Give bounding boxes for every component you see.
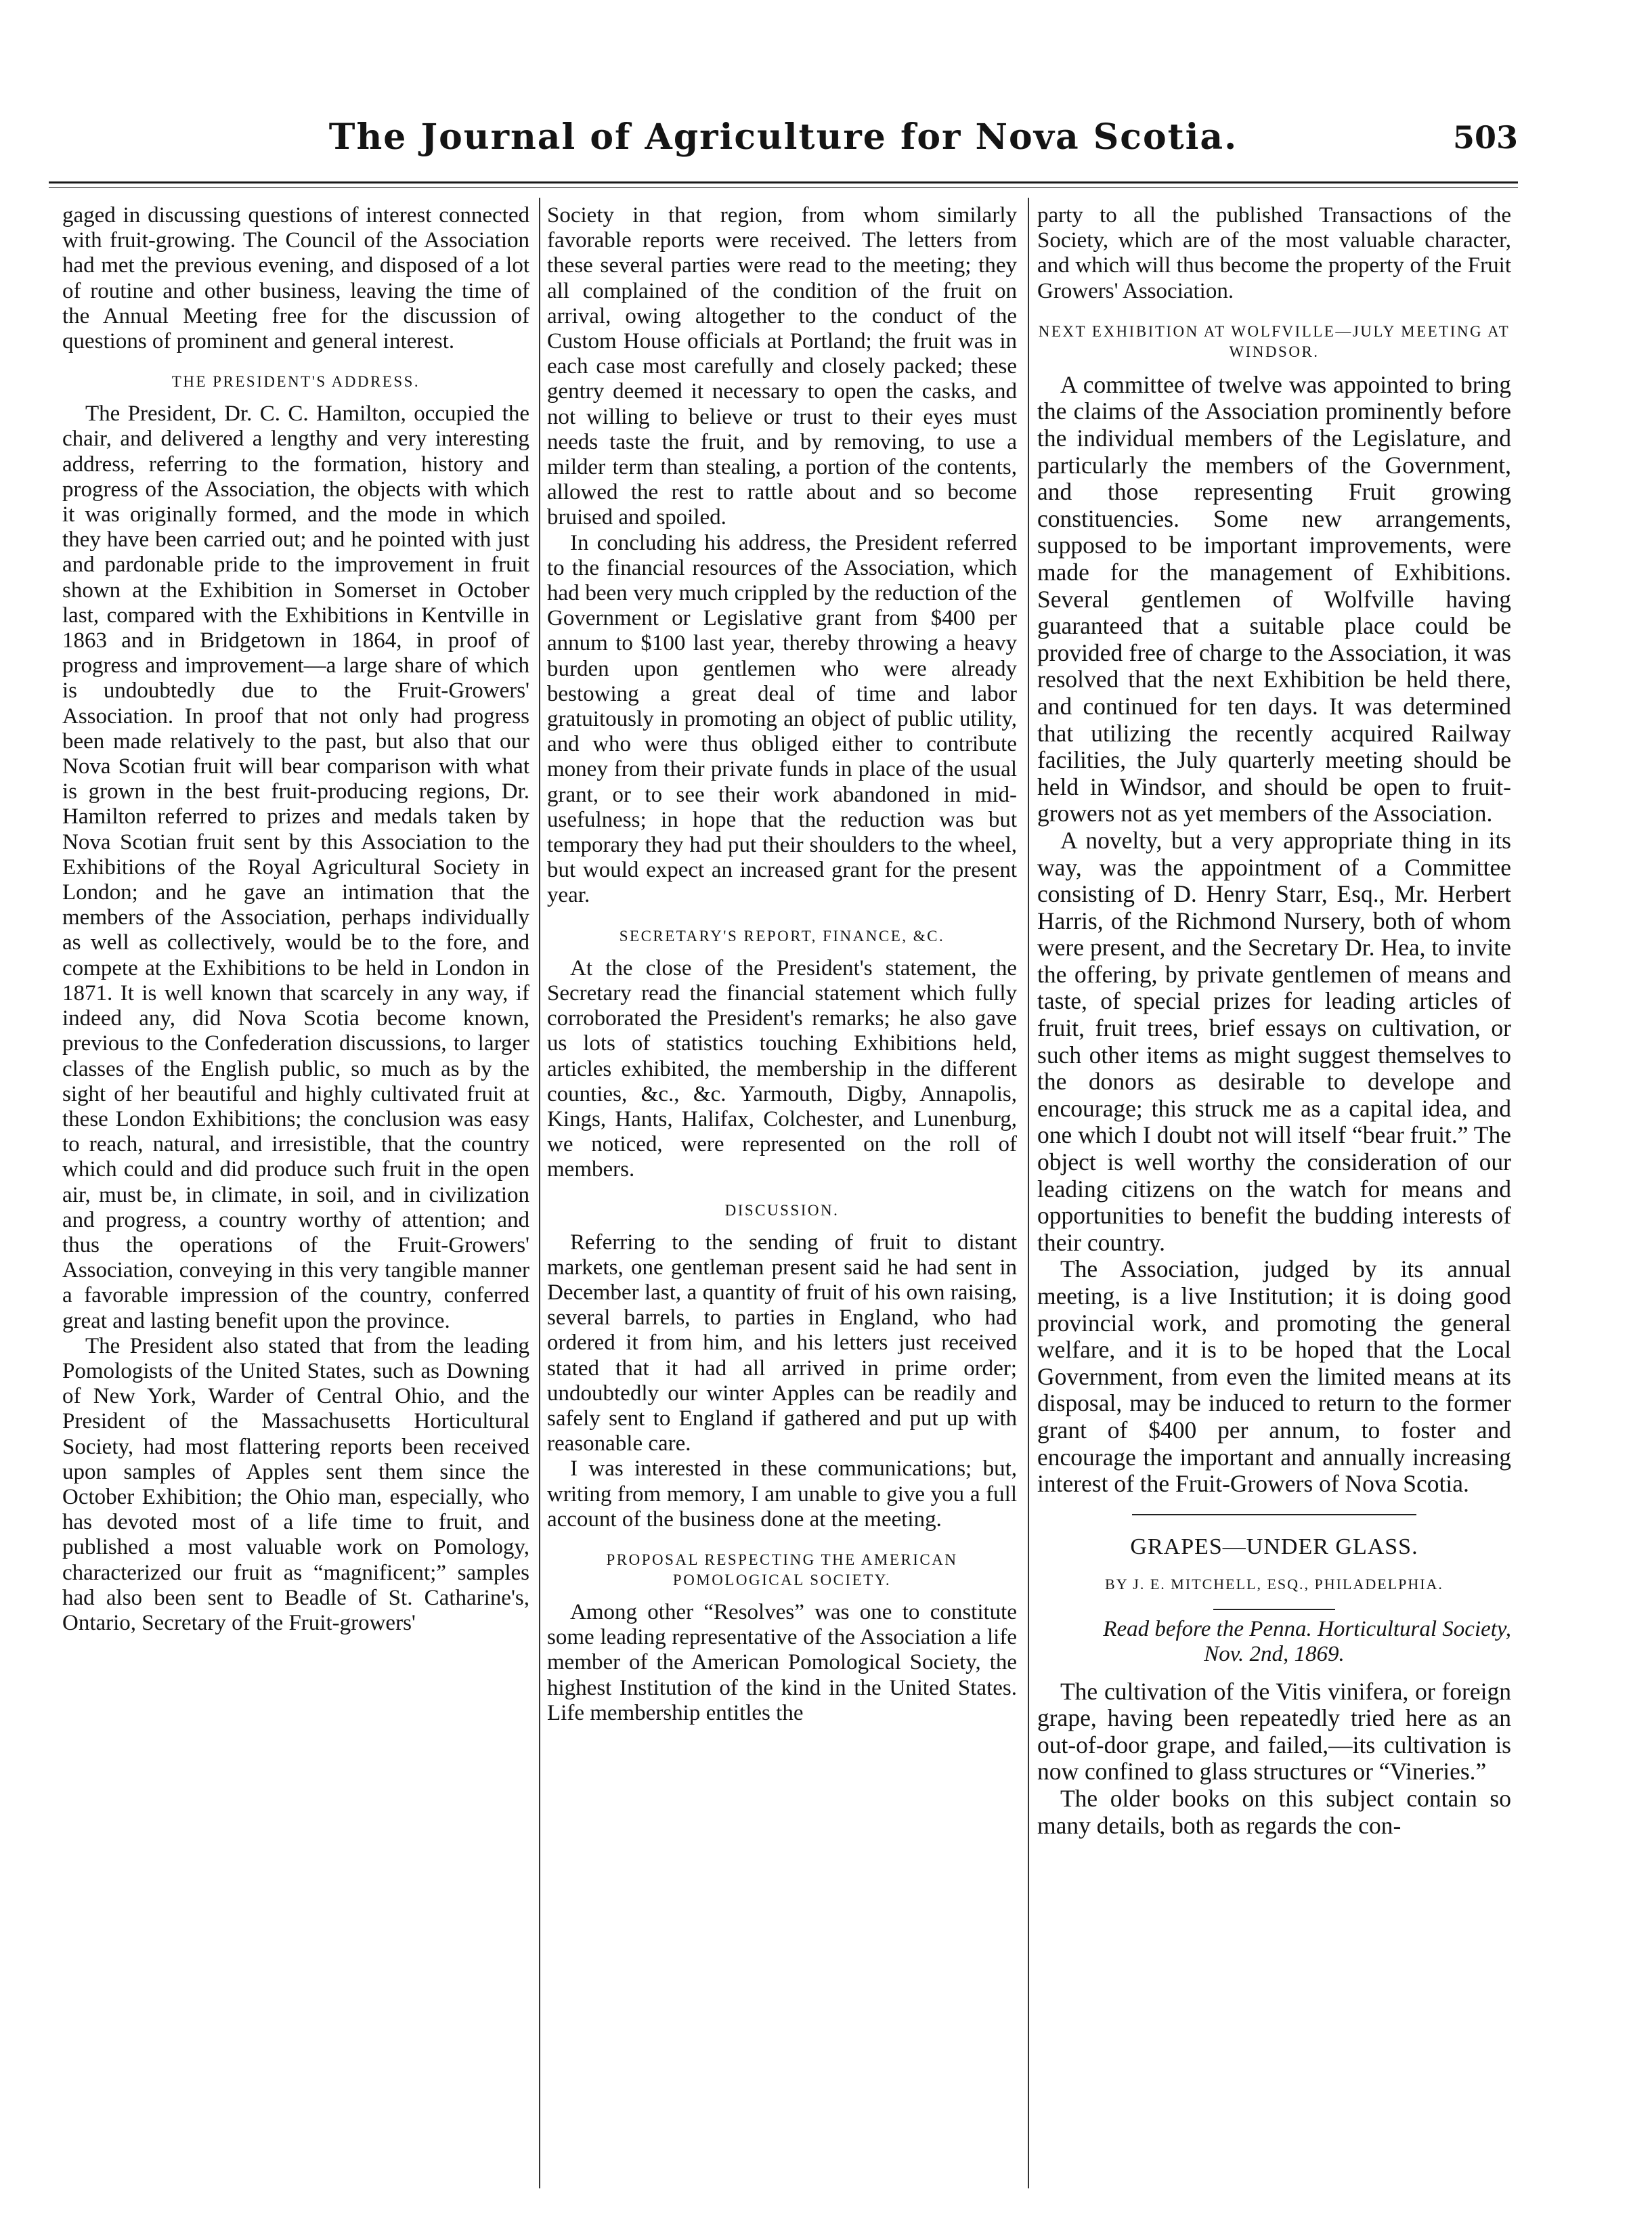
read-before-line2: Nov. 2nd, 1869.	[1204, 1642, 1345, 1667]
article-byline: BY J. E. MITCHELL, ESQ., PHILADELPHIA.	[1105, 1575, 1443, 1593]
header-rule-thin	[49, 187, 1518, 188]
paragraph: Referring to the sending of fruit to distant markets, one gentleman present said he had sent in December last, a quantity of fruit of his own raising, several barrels, to parties in England, who had ordered it from him, and his letters just received stated that it had all arrived in prime order; undoubtedly our winter Apples can be readily and safely sent to England if gathered and put up with reasonable care.	[547, 1230, 1017, 1456]
column-divider	[539, 198, 540, 2188]
article-separator-rule	[1132, 1514, 1416, 1515]
page-header	[49, 115, 1518, 163]
section-heading-presidents-address: THE PRESIDENT'S ADDRESS.	[171, 373, 420, 391]
paragraph: The President also stated that from the leading Pomologists of the United States, such as Downing of New York, Warder of Central Ohio, and the President of the Massachusetts Horticultural Society, had most flattering reports been received upon samples of Apples sent them since the October Exhibition; the Ohio man, especially, who has devoted most of a life time to fruit, and published a most valuable work on Pomology, characterized our fruit as “magnificent;” samples had also been sent to Beadle of St. Catharine's, Ontario, Secretary of the Fruit-growers'	[62, 1333, 529, 1635]
read-before-note	[1037, 1617, 1511, 1667]
header-rule	[49, 181, 1518, 183]
paragraph: The cultivation of the Vitis vinifera, or foreign grape, having been repeatedly tried here as an out-of-door grape, and failed,—its cultivation is now confined to glass structures or “Vineries.”	[1037, 1677, 1511, 1786]
paragraph: The Association, judged by its annual meeting, is a live Institution; it is doing good provincial work, and promoting the general welfare, and it is to be hoped that the Local Government, from even the limited means at its disposal, may be induced to return to the former grant of $400 per annum, to foster and encourage the important and annually increasing interest of the Fruit-Growers of Nova Scotia.	[1037, 1255, 1511, 1498]
article-title: GRAPES—UNDER GLASS.	[1130, 1534, 1418, 1559]
paragraph: Among other “Resolves” was one to constitute some leading representative of the Association a life member of the American Pomological Society, the highest Institution of the kind in the United States. Life membership entitles the	[547, 1599, 1017, 1725]
section-heading-discussion: DISCUSSION.	[724, 1201, 840, 1219]
paragraph: In concluding his address, the President referred to the financial resources of the Association, which had been very much crippled by the reduction of the Government or Legislative grant from $400 per annum to $100 last year, thereby throwing a heavy burden upon gentlemen who were already bestowing a great deal of time and labor gratuitously in promoting an object of public utility, and who were thus obliged either to contribute money from their private funds in place of the usual grant, or to see their work abandoned in mid-usefulness; in hope that the reduction was but temporary they had put their shoulders to the wheel, but would expect an increased grant for the present year.	[547, 530, 1017, 908]
paragraph: I was interested in these communications; but, writing from memory, I am unable to give you a full account of the business done at the meeting.	[547, 1456, 1017, 1532]
column-left	[62, 203, 529, 2187]
paragraph: A novelty, but a very appropriate thing in its way, was the appointment of a Committee consisting of D. Henry Starr, Esq., Mr. Herbert Harris, of the Richmond Nursery, both of whom were present, and the Secretary Dr. Hea, to invite the offering, by private gentlemen of means and taste, of special prizes for leading articles of fruit, fruit trees, brief essays on cultivation, or such other items as might suggest themselves to the donors as desirable to develope and encourage; this struck me as a capital idea, and one which I doubt not will itself “bear fruit.” The object is well worthy the consideration of our leading citizens on the watch for means and opportunities to benefit the budding interests of their country.	[1037, 826, 1511, 1256]
section-heading-proposal: PROPOSAL RESPECTING THE AMERICAN POMOLOGICAL SOCIETY.	[606, 1551, 958, 1588]
read-before-line1: Read before the Penna. Horticultural Society,	[1103, 1617, 1511, 1642]
paragraph: Society in that region, from whom similarly favorable reports were received. The letters from these several parties were read to the meeting; they all complained of the condition of the fruit on arrival, owing altogether to the conduct of the Custom House officials at Portland; the fruit was in each case most carefully and closely packed; these gentry deemed it necessary to open the casks, and not willing to believe or trust to their eyes must needs taste the fruit, and by removing, to use a milder term than stealing, a portion of the contents, allowed the rest to rattle about and so become bruised and spoiled.	[547, 203, 1017, 530]
column-middle	[547, 203, 1017, 2187]
paragraph: party to all the published Transactions of the Society, which are of the most valuable character, and which will thus become the property of the Fruit Growers' Association.	[1037, 203, 1511, 303]
page-number: 503	[1452, 119, 1518, 156]
byline-rule	[1213, 1609, 1335, 1610]
column-right	[1037, 203, 1511, 2187]
paragraph: The President, Dr. C. C. Hamilton, occupied the chair, and delivered a lengthy and very interesting address, referring to the formation, history and progress of the Association, the objects with which it was originally formed, and the mode in which they have been carried out; and he pointed with just and pardonable pride to the improvement in fruit shown at the Exhibition in Somerset in October last, compared with the Exhibitions in Kentville in 1863 and in Bridgetown in 1864, in proof of progress and improvement—a large share of which is undoubtedly due to the Fruit-Growers' Association. In proof that not only had progress been made relatively to the past, but also that our Nova Scotian fruit will bear comparison with what is grown in the best fruit-producing regions, Dr. Hamilton referred to prizes and medals taken by Nova Scotian fruit sent by this Association to the Exhibitions of the Royal Agricultural Society in London; and he gave an intimation that the members of the Association, perhaps individually as well as collectively, would be to the fore, and compete at the Exhibitions to be held in London in 1871. It is well known that scarcely in any way, if indeed any, did Nova Scotia become known, previous to the Confederation discussions, to larger classes of the English public, so much as by the sight of her beautiful and highly cultivated fruit at these London Exhibitions; the conclusion was easy to reach, natural, and irresistible, that the country which could and did produce such fruit in the open air, must be, in climate, in soil, and in civilization and progress, a country worthy of attention; and thus the operations of the Fruit-Growers' Association, conveying in this very tangible manner a favorable impression of the country, conferred great and lasting benefit upon the province.	[62, 402, 529, 1333]
journal-title: The Journal of Agriculture for Nova Scotia.	[328, 116, 1238, 158]
paragraph: At the close of the President's statement, the Secretary read the financial statement which fully corroborated the President's remarks; he also gave us lots of statistics touching Exhibitions held, articles exhibited, the membership in the different counties, &c., &c. Yarmouth, Digby, Annapolis, Kings, Hants, Halifax, Colchester, and Lunenburg, we noticed, were represented on the roll of members.	[547, 955, 1017, 1182]
paragraph: The older books on this subject contain so many details, both as regards the con-	[1037, 1784, 1511, 1839]
section-heading-secretarys-report: SECRETARY'S REPORT, FINANCE, &C.	[619, 927, 945, 945]
paragraph: gaged in discussing questions of interest connected with fruit-growing. The Council of the Association had met the previous evening, and disposed of a lot of routine and other business, leaving the time of the Annual Meeting free for the discussion of questions of prominent and general interest.	[62, 203, 529, 354]
column-divider	[1028, 198, 1029, 2188]
paragraph: A committee of twelve was appointed to bring the claims of the Association prominently before the individual members of the Legislature, and particularly the members of the Government, and those representing Fruit growing constituencies. Some new arrangements, supposed to be important improvements, were made for the management of Exhibitions. Several gentlemen of Wolfville having guaranteed that a suitable place could be provided free of charge to the Association, it was resolved that the next Exhibition be held there, and continued for ten days. It was determined that utilizing the recently acquired Railway facilities, the July quarterly meeting should be held in Windsor, and should be open to fruit-growers not as yet members of the Association.	[1037, 370, 1511, 827]
section-heading-next-exhibition: NEXT EXHIBITION AT WOLFVILLE—JULY MEETING AT WINDSOR.	[1038, 322, 1510, 360]
